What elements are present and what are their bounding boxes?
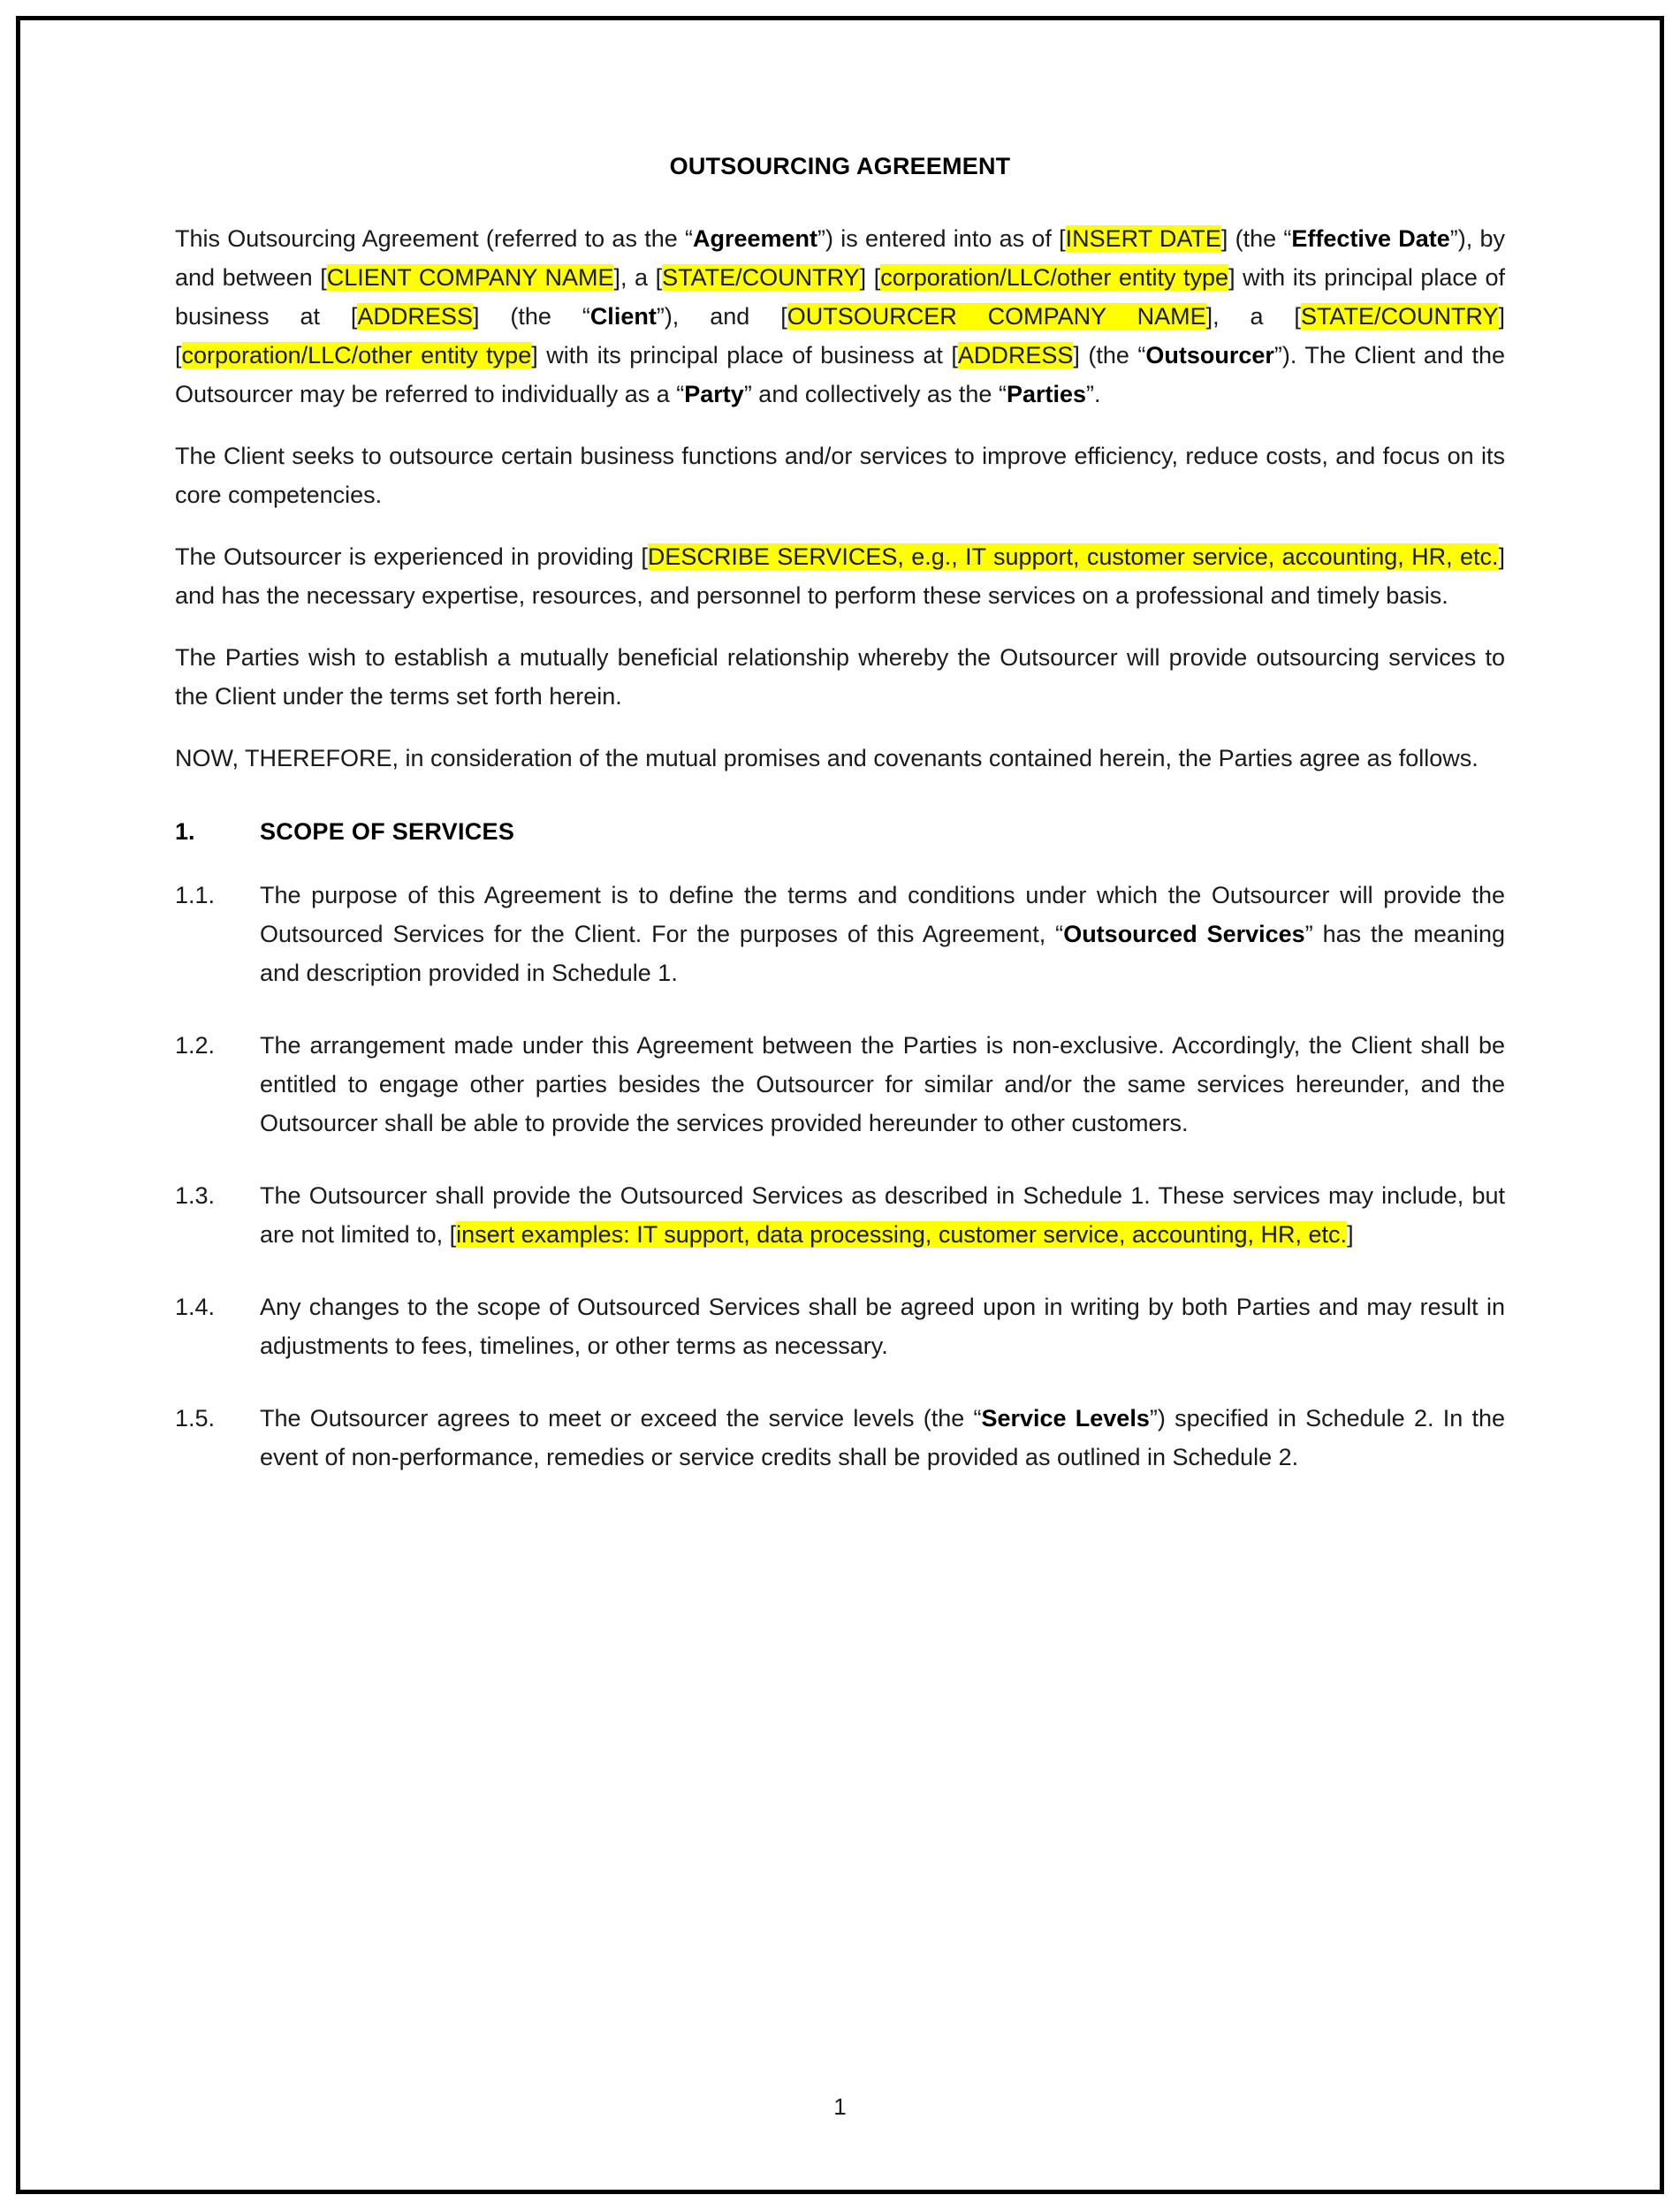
defined-term-client: Client [589,303,657,330]
text-segment: The purpose of this Agreement is to define the terms and conditions under which the Outsourcer will provide the Outsourced Services for the Client. For the purposes of this Agreement, “ [260,882,1505,947]
defined-term-party: Party [684,381,744,407]
placeholder-outsourcer-state-country: STATE/COUNTRY [1300,303,1499,330]
text-segment: ] [1347,1221,1354,1248]
text-segment: This Outsourcing Agreement (referred to as the “ [175,225,693,252]
preamble-paragraph-1 [175,219,1505,414]
clause-1-4 [175,1287,1505,1365]
clause-text [260,1399,1505,1477]
clause-text [260,876,1505,992]
placeholder-client-entity-type: corporation/LLC/other entity type [880,264,1229,291]
text-segment: ] (the “ [472,303,590,330]
text-segment: The Outsourcer shall provide the Outsourced Services as described in Schedule 1. These services may include, but are not limited to, [ [260,1182,1505,1248]
text-segment: ] with its principal place of business at [ [531,342,958,368]
section-title: SCOPE OF SERVICES [260,818,515,845]
preamble-paragraph-5: NOW, THEREFORE, in consideration of the mutual promises and covenants contained herein, the Parties agree as follows. [175,745,1479,771]
clause-1-3 [175,1176,1505,1254]
text-segment: ”) is entered into as of [ [817,225,1066,252]
text-segment: ”), by and between [ [175,225,1505,291]
preamble-paragraph-2: The Client seeks to outsource certain business functions and/or services to improve efficiency, reduce costs, and focus on its core competencies. [175,443,1505,508]
defined-term-outsourced-services: Outsourced Services [1063,921,1305,947]
text-segment: ” has the meaning and description provided in Schedule 1. [260,921,1505,986]
placeholder-outsourcer-company-name: OUTSOURCER COMPANY NAME [787,303,1206,330]
text-segment: ] [ [175,303,1505,368]
page-title: OUTSOURCING AGREEMENT [669,153,1011,179]
text-segment: ”). The Client and the Outsourcer may be referred to individually as a “ [175,342,1505,407]
placeholder-client-address: ADDRESS [357,303,473,330]
clause-1-1 [175,876,1505,992]
placeholder-describe-services: DESCRIBE SERVICES, e.g., IT support, customer service, accounting, HR, etc. [647,543,1499,570]
defined-term-agreement: Agreement [692,225,818,252]
defined-term-effective-date: Effective Date [1291,225,1450,252]
clause-1-2 [175,1026,1505,1143]
clause-text [260,1176,1505,1254]
text-segment: ] (the “ [1220,225,1292,252]
preamble-paragraph-3 [175,537,1505,615]
text-segment: ] with its principal place of business at [ [175,264,1506,330]
section-heading-1 [175,818,1505,846]
section-number: 1. [175,818,195,845]
clause-1-5 [175,1399,1505,1477]
clause-number: 1.4. [175,1294,216,1320]
text-segment: The Outsourcer agrees to meet or exceed the service levels (the “ [260,1405,982,1432]
text-segment: ], a [ [613,264,663,291]
page-number: 1 [833,2093,847,2120]
text-segment: ] (the “ [1073,342,1146,368]
clause-number: 1.2. [175,1032,216,1059]
text-segment: ], a [ [1205,303,1301,330]
text-segment: ”) specified in Schedule 2. In the event of non-performance, remedies or service credits shall be provided as outlined in Schedule 2. [260,1405,1505,1470]
defined-term-parties: Parties [1006,381,1087,407]
placeholder-outsourcer-entity-type: corporation/LLC/other entity type [181,342,532,368]
text-segment: ] and has the necessary expertise, resources, and personnel to perform these services on a professional and timely basis. [175,543,1505,609]
placeholder-insert-examples: insert examples: IT support, data processing, customer service, accounting, HR, etc. [456,1221,1348,1248]
clause-number: 1.1. [175,882,216,908]
placeholder-client-state-country: STATE/COUNTRY [662,264,860,291]
text-segment: ”), and [ [656,303,787,330]
placeholder-client-company-name: CLIENT COMPANY NAME [326,264,614,291]
text-segment: ”. [1086,381,1101,407]
clause-text: Any changes to the scope of Outsourced Services shall be agreed upon in writing by both Parties and may result in adjustments to fees, timelines, or other terms as necessary. [260,1294,1505,1359]
placeholder-insert-date: INSERT DATE [1065,225,1221,252]
placeholder-outsourcer-address: ADDRESS [957,342,1074,368]
text-segment: ] [ [859,264,881,291]
defined-term-outsourcer: Outsourcer [1145,342,1274,368]
clause-text: The arrangement made under this Agreement between the Parties is non-exclusive. Accordingly, the Client shall be entitled to engage other parties besides the Outsourcer for similar and/or the same services hereunder, and the Outsourcer shall be able to provide the services provided hereunder to other customers. [260,1032,1505,1136]
text-segment: The Outsourcer is experienced in providing [ [175,543,648,570]
document-sheet [16,16,1664,2194]
clause-number: 1.3. [175,1182,216,1209]
defined-term-service-levels: Service Levels [981,1405,1150,1432]
text-segment: ” and collectively as the “ [743,381,1007,407]
preamble-paragraph-4: The Parties wish to establish a mutually beneficial relationship whereby the Outsourcer will provide outsourcing services to the Client under the terms set forth herein. [175,644,1505,710]
clause-number: 1.5. [175,1405,216,1432]
